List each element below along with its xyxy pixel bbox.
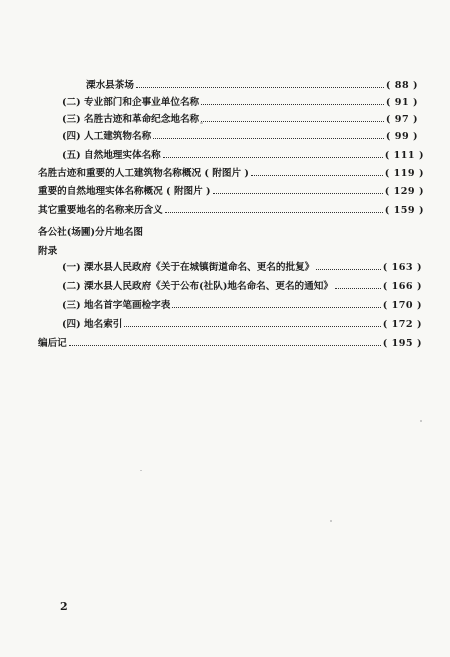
appendix-entry-page: ( 170 )	[382, 300, 422, 311]
leader-dots	[136, 86, 384, 88]
afterword-entry	[38, 338, 422, 350]
toc-entry-page: ( 97 )	[385, 114, 418, 125]
map-heading: 各公社(场圃)分片地名图	[38, 227, 144, 238]
leader-dots	[251, 174, 383, 176]
toc-entry	[62, 97, 418, 109]
toc-entry-page: ( 159 )	[384, 205, 424, 216]
toc-entry-title: (二) 专业部门和企事业单位名称	[62, 97, 200, 108]
leader-dots	[316, 268, 380, 270]
appendix-entry-title: (四) 地名索引	[62, 319, 123, 330]
toc-entry	[62, 150, 424, 162]
appendix-entry-title: (二) 溧水县人民政府《关于公布(社队)地名命名、更名的通知》	[62, 281, 333, 292]
toc-entry-page: ( 99 )	[385, 131, 418, 142]
toc-entry-page: ( 88 )	[385, 80, 418, 91]
leader-dots	[69, 344, 381, 346]
appendix-heading: 附录	[38, 246, 58, 257]
toc-entry-title: 其它重要地名的名称来历含义	[38, 205, 163, 216]
appendix-entry-title: (三) 地名首字笔画检字表	[62, 300, 171, 311]
leader-dots	[165, 211, 383, 213]
appendix-entry	[62, 262, 422, 274]
toc-entry	[86, 80, 418, 92]
appendix-entry-page: ( 166 )	[382, 281, 422, 292]
scan-speck	[200, 122, 203, 124]
scan-speck	[420, 420, 422, 422]
toc-entry	[62, 131, 418, 143]
scan-speck	[330, 520, 332, 522]
leader-dots	[335, 287, 381, 289]
toc-entry-title: (五) 自然地理实体名称	[62, 150, 161, 161]
page-number: 2	[60, 600, 68, 613]
leader-dots	[172, 306, 380, 308]
leader-dots	[213, 192, 383, 194]
appendix-entry-title: (一) 溧水县人民政府《关于在城镇街道命名、更名的批复》	[62, 262, 315, 273]
appendix-entry-page: ( 163 )	[382, 262, 422, 273]
leader-dots	[153, 137, 384, 139]
toc-entry-page: ( 91 )	[385, 97, 418, 108]
appendix-entry	[62, 319, 422, 331]
afterword-title: 编后记	[38, 338, 67, 349]
appendix-entry	[62, 281, 422, 293]
appendix-entry-page: ( 172 )	[382, 319, 422, 330]
scan-speck	[140, 470, 142, 471]
toc-entry	[62, 114, 418, 126]
afterword-page: ( 195 )	[382, 338, 422, 349]
leader-dots	[201, 103, 384, 105]
toc-entry-title: 溧水县茶场	[86, 80, 134, 91]
toc-entry-page: ( 119 )	[384, 168, 424, 179]
toc-entry-title: 重要的自然地理实体名称概况 ( 附图片 )	[38, 186, 211, 197]
appendix-entry	[62, 300, 422, 312]
toc-entry	[38, 186, 424, 198]
toc-entry-title: 名胜古迹和重要的人工建筑物名称概况 ( 附图片 )	[38, 168, 249, 179]
toc-entry-page: ( 111 )	[384, 150, 424, 161]
toc-entry	[38, 205, 424, 217]
leader-dots	[163, 156, 383, 158]
toc-entry-page: ( 129 )	[384, 186, 424, 197]
toc-entry-title: (四) 人工建筑物名称	[62, 131, 152, 142]
leader-dots	[124, 325, 380, 327]
toc-entry	[38, 168, 424, 180]
leader-dots	[201, 120, 384, 122]
toc-entry-title: (三) 名胜古迹和革命纪念地名称	[62, 114, 200, 125]
